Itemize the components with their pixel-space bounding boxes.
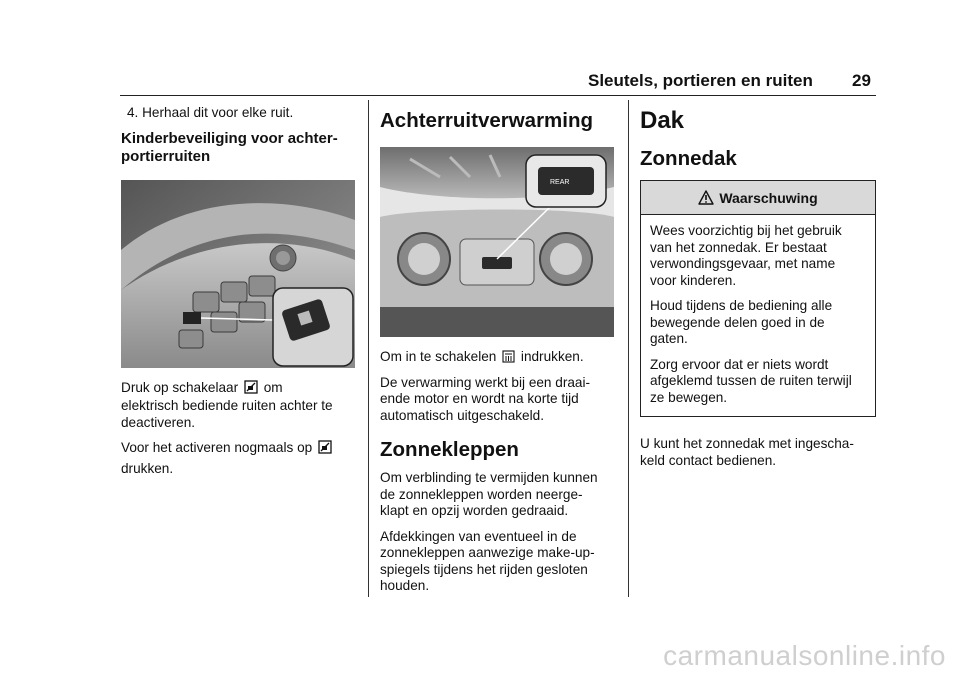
child-lock-text-1a: Druk op schakelaar: [121, 379, 239, 395]
rear-defrost-illustration: [380, 147, 614, 337]
rear-heating-text-1: [380, 349, 616, 366]
step-4: 4. Herhaal dit voor elke ruit.: [127, 105, 294, 120]
warning-body: [641, 215, 875, 416]
sun-visors-text-1: Om verblinding te vermijden kunnen de zonnekleppen worden neerge- klapt en opzij worden gedraaid.: [380, 470, 598, 518]
sunroof-text-1: U kunt het zonnedak met ingescha- keld contact bedienen.: [640, 436, 854, 468]
rear-heating-text-2: De verwarming werkt bij een draai- ende motor en wordt na korte tijd automatisch uitgeschakeld.: [380, 374, 591, 423]
rear-heating-heading: Achterruitverwarming: [380, 109, 594, 132]
rear-button-label: REAR: [550, 179, 570, 186]
warning-text-3: Zorg ervoor dat er niets wordt afgeklemd tussen de ruiten terwijl ze bewegen.: [650, 356, 852, 405]
warning-text-1: Wees voorzichtig bij het gebruik van het zonnedak. Er bestaat verwondingsgevaar, met name voor kinderen.: [650, 223, 842, 288]
child-lock-text-2b: drukken.: [121, 460, 174, 476]
child-lock-text-2a: Voor het activeren nogmaals op: [121, 440, 313, 455]
page-header-title: Sleutels, portieren en ruiten: [588, 71, 813, 90]
column-2: [380, 105, 616, 595]
warning-title: Waarschuwing: [719, 189, 818, 206]
column-1: [121, 105, 357, 477]
header-rule: [120, 95, 876, 96]
warning-box: [640, 180, 876, 417]
column-separator-left: [368, 100, 369, 597]
child-lock-icon: [318, 440, 332, 454]
child-lock-text-1b: om: [263, 379, 283, 395]
sun-visors-heading: Zonnekleppen: [380, 438, 519, 461]
child-lock-text-1c: elektrisch bediende ruiten achter te deactiveren.: [121, 398, 333, 430]
child-lock-heading: Kinderbeveiliging voor achter- portierruiten: [121, 129, 338, 165]
warning-text-2: Houd tijdens de bediening alle bewegende delen goed in de gaten.: [650, 298, 833, 346]
page-number: 29: [852, 71, 871, 90]
sunroof-heading: Zonnedak: [640, 147, 737, 170]
warning-icon: [698, 190, 714, 205]
rear-defrost-icon: [502, 350, 515, 363]
roof-heading: Dak: [640, 107, 685, 134]
rear-heating-text-1a: Om in te schakelen: [380, 349, 497, 364]
sun-visors-text-2: Afdekkingen van eventueel in de zonnekleppen aanwezige make-up- spiegels tijdens het rijden gesloten houden.: [380, 528, 595, 593]
child-lock-icon: [244, 380, 258, 394]
door-switch-illustration: [121, 180, 355, 368]
column-separator-right: [628, 100, 629, 597]
child-lock-text-2: [121, 440, 357, 457]
column-3: [640, 105, 876, 469]
rear-heating-text-1b: indrukken.: [520, 349, 584, 364]
child-lock-text-1: [121, 380, 357, 397]
warning-header: [641, 181, 875, 215]
watermark: carmanualsonline.info: [663, 640, 946, 671]
